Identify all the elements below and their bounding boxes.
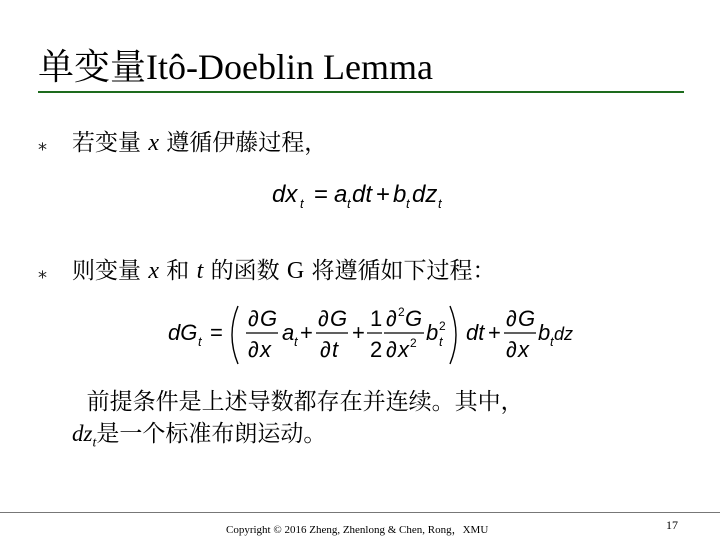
- bullet-1-var: x: [148, 130, 159, 156]
- svg-text:∂: ∂: [506, 337, 517, 362]
- svg-text:∂: ∂: [386, 306, 397, 331]
- svg-text:dz: dz: [554, 324, 574, 344]
- slide-title: [38, 44, 433, 90]
- svg-text:∂: ∂: [320, 337, 331, 362]
- svg-text:t: t: [439, 334, 443, 349]
- svg-text:x: x: [398, 337, 409, 362]
- svg-text:x: x: [518, 337, 529, 362]
- note-line-1: [72, 386, 692, 418]
- title-underline: [38, 91, 684, 93]
- svg-text:b: b: [538, 320, 551, 345]
- svg-text:t: t: [550, 334, 554, 349]
- bullet-2-text-c: 的函数: [203, 258, 287, 284]
- svg-text:t: t: [438, 196, 442, 211]
- bullet-1-text-b: 遵循伊藤过程，: [158, 130, 328, 156]
- copyright-footer: Copyright © 2016 Zheng, Zhenlong & Chen, Rong，XMU: [226, 524, 489, 536]
- svg-text:t: t: [294, 334, 298, 349]
- svg-text:1: 1: [370, 306, 383, 331]
- svg-text:2: 2: [370, 337, 383, 362]
- svg-text:a: a: [282, 320, 295, 345]
- bullet-2-text-b: 和: [158, 258, 197, 284]
- svg-text:+: +: [352, 320, 365, 345]
- svg-text:t: t: [198, 334, 202, 349]
- svg-text:G: G: [405, 306, 423, 331]
- svg-text:t: t: [332, 337, 339, 362]
- svg-text:dG: dG: [168, 320, 198, 345]
- note-var-sub: t: [92, 435, 97, 451]
- bullet-2-text-a: 则变量: [72, 258, 149, 284]
- bullet-2: [72, 256, 496, 286]
- bullet-2-var-x: x: [148, 258, 159, 284]
- svg-text:G: G: [260, 306, 278, 331]
- svg-text:t: t: [300, 196, 304, 211]
- svg-text:b: b: [426, 320, 439, 345]
- note-text-1: 前提条件是上述导数都存在并连续。其中，: [86, 389, 524, 415]
- svg-text:b: b: [393, 181, 407, 208]
- ito-process-equation: [270, 176, 450, 216]
- svg-text:∂: ∂: [506, 306, 517, 331]
- title-chinese: 单变量: [38, 47, 147, 88]
- bullet-2-sym-g: G: [286, 258, 305, 284]
- ito-lemma-equation: [168, 300, 574, 370]
- svg-text:∂: ∂: [248, 337, 259, 362]
- svg-text:+: +: [300, 320, 313, 345]
- svg-text:t: t: [406, 196, 410, 211]
- bullet-2-var-t: t: [196, 258, 204, 284]
- svg-text:∂: ∂: [318, 306, 329, 331]
- svg-text:2: 2: [439, 319, 446, 333]
- svg-text:2: 2: [410, 336, 417, 350]
- svg-text:a: a: [334, 181, 348, 208]
- svg-text:dt: dt: [352, 181, 373, 208]
- svg-text:G: G: [518, 306, 536, 331]
- bullet-1-text-a: 若变量: [72, 130, 149, 156]
- note-line-2: [72, 418, 692, 460]
- svg-text:∂: ∂: [248, 306, 259, 331]
- svg-text:2: 2: [398, 305, 405, 319]
- svg-text:x: x: [260, 337, 271, 362]
- footer-rule: [0, 512, 720, 513]
- bullet-2-text-d: 将遵循如下过程：: [304, 258, 496, 284]
- page-number: 17: [666, 518, 678, 532]
- svg-text:dz: dz: [412, 181, 438, 208]
- note-text-2: 是一个标准布朗运动。: [96, 421, 327, 447]
- note-paragraph: [72, 386, 692, 460]
- asterisk-bullet-icon: ⁎: [38, 134, 47, 155]
- note-var: dz: [72, 421, 93, 446]
- svg-text:dx: dx: [272, 181, 298, 208]
- svg-text:t: t: [347, 196, 351, 211]
- svg-text:+: +: [488, 320, 501, 345]
- asterisk-bullet-icon: ⁎: [38, 262, 47, 283]
- title-english: Itô-Doeblin Lemma: [146, 47, 433, 87]
- svg-text:G: G: [330, 306, 348, 331]
- svg-text:=: =: [314, 181, 329, 208]
- svg-text:dt: dt: [466, 320, 485, 345]
- svg-text:∂: ∂: [386, 337, 397, 362]
- bullet-1: [72, 128, 327, 158]
- svg-text:=: =: [210, 320, 223, 345]
- svg-text:+: +: [376, 181, 391, 208]
